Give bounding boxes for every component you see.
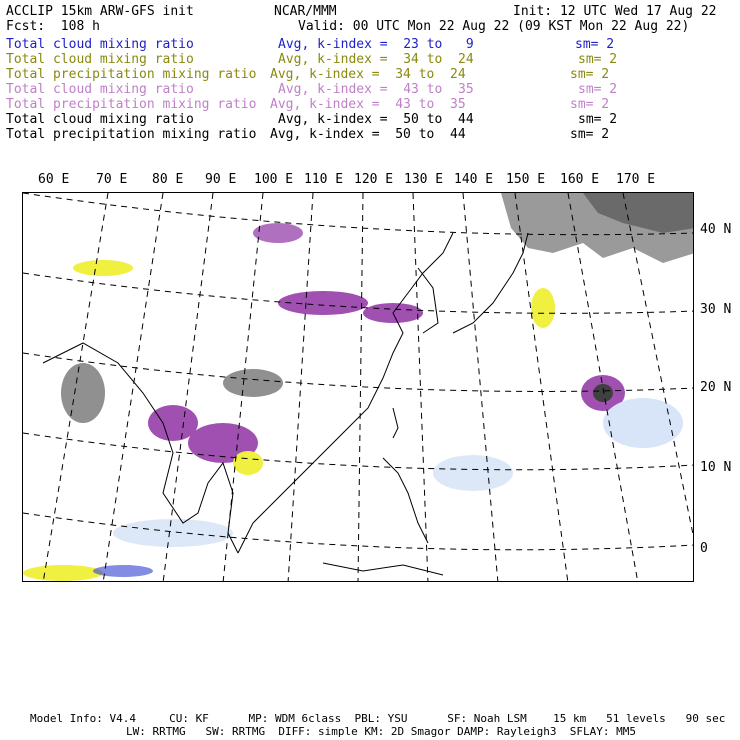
precip-area-south-edge (23, 565, 103, 581)
lon-label-170e: 170 E (616, 172, 656, 187)
legend-field-4: Total cloud mixing ratio (6, 82, 194, 97)
lon-label-140e: 140 E (454, 172, 494, 187)
lon-label-100e: 100 E (254, 172, 294, 187)
lat-label-0: 0 (700, 541, 708, 556)
cloud-area-north-china (253, 223, 303, 243)
meridian-120e (358, 193, 363, 582)
organization-label: NCAR/MMM (274, 4, 337, 19)
precip-area-pacific-east (531, 288, 555, 328)
lat-label-20n: 20 N (700, 380, 732, 395)
legend-avg-3: Avg, k-index = 34 to 24 (270, 67, 466, 82)
legend-sm-2: sm= 2 (578, 52, 618, 67)
legend-avg-6: Avg, k-index = 50 to 44 (278, 112, 474, 127)
lon-label-70e: 70 E (96, 172, 128, 187)
coastline-philippines (383, 458, 428, 543)
legend-sm-7: sm= 2 (570, 127, 610, 142)
legend-sm-1: sm= 2 (575, 37, 615, 52)
coastline-indonesia (323, 563, 443, 575)
lon-label-150e: 150 E (506, 172, 546, 187)
lon-label-80e: 80 E (152, 172, 184, 187)
legend-sm-5: sm= 2 (570, 97, 610, 112)
legend-field-1: Total cloud mixing ratio (6, 37, 194, 52)
legend-field-2: Total cloud mixing ratio (6, 52, 194, 67)
lat-label-10n: 10 N (700, 460, 732, 475)
legend-sm-3: sm= 2 (570, 67, 610, 82)
cloud-area-philippine-sea-light (433, 455, 513, 491)
legend-avg-7: Avg, k-index = 50 to 44 (270, 127, 466, 142)
precip-area-typhoon-core (593, 384, 613, 402)
map-canvas (23, 193, 694, 582)
lon-label-130e: 130 E (404, 172, 444, 187)
forecast-map (22, 192, 694, 582)
model-info-line-2: LW: RRTMG SW: RRTMG DIFF: simple KM: 2D Smagor DAMP: Rayleigh3 SFLAY: MM5 (126, 725, 636, 738)
meridian-140e (463, 193, 498, 582)
cloud-area-pacific-east-light (603, 398, 683, 448)
meridian-110e (288, 193, 313, 582)
legend-avg-5: Avg, k-index = 43 to 35 (270, 97, 466, 112)
model-info-line-1: Model Info: V4.4 CU: KF MP: WDM 6class PBL: YSU SF: Noah LSM 15 km 51 levels 90 sec (30, 712, 726, 725)
coastlines (43, 233, 528, 575)
lat-label-40n: 40 N (700, 222, 732, 237)
product-title: ACCLIP 15km ARW-GFS init (6, 4, 194, 19)
precip-area-south-edge-blue (93, 565, 153, 577)
meridian-130e (413, 193, 428, 582)
lon-label-120e: 120 E (354, 172, 394, 187)
coastline-korea (418, 268, 438, 333)
valid-time: Valid: 00 UTC Mon 22 Aug 22 (09 KST Mon 22 Aug 22) (298, 19, 690, 34)
coastline-japan (453, 233, 528, 333)
cloud-area-south-china (223, 369, 283, 397)
cloud-shading (23, 193, 694, 581)
forecast-hour: Fcst: 108 h (6, 19, 100, 34)
parallel-10n (23, 433, 694, 470)
legend-sm-6: sm= 2 (578, 112, 618, 127)
legend-avg-1: Avg, k-index = 23 to 9 (278, 37, 474, 52)
precip-area-india-west (73, 260, 133, 276)
cloud-area-north-india (61, 363, 105, 423)
lat-label-30n: 30 N (700, 302, 732, 317)
cloud-area-bay-of-bengal (148, 405, 198, 441)
legend-field-5: Total precipitation mixing ratio (6, 97, 257, 112)
coastline-taiwan (393, 408, 398, 438)
cloud-area-central-china (278, 291, 368, 315)
legend-field-7: Total precipitation mixing ratio (6, 127, 257, 142)
init-time: Init: 12 UTC Wed 17 Aug 22 (513, 4, 717, 19)
legend-field-6: Total cloud mixing ratio (6, 112, 194, 127)
precip-area-indochina (233, 451, 263, 475)
legend-sm-4: sm= 2 (578, 82, 618, 97)
cloud-area-indian-ocean-light (113, 519, 233, 547)
legend-avg-2: Avg, k-index = 34 to 24 (278, 52, 474, 67)
lon-label-90e: 90 E (205, 172, 237, 187)
legend-field-3: Total precipitation mixing ratio (6, 67, 257, 82)
lon-label-160e: 160 E (560, 172, 600, 187)
lon-label-60e: 60 E (38, 172, 70, 187)
lon-label-110e: 110 E (304, 172, 344, 187)
legend-avg-4: Avg, k-index = 43 to 35 (278, 82, 474, 97)
